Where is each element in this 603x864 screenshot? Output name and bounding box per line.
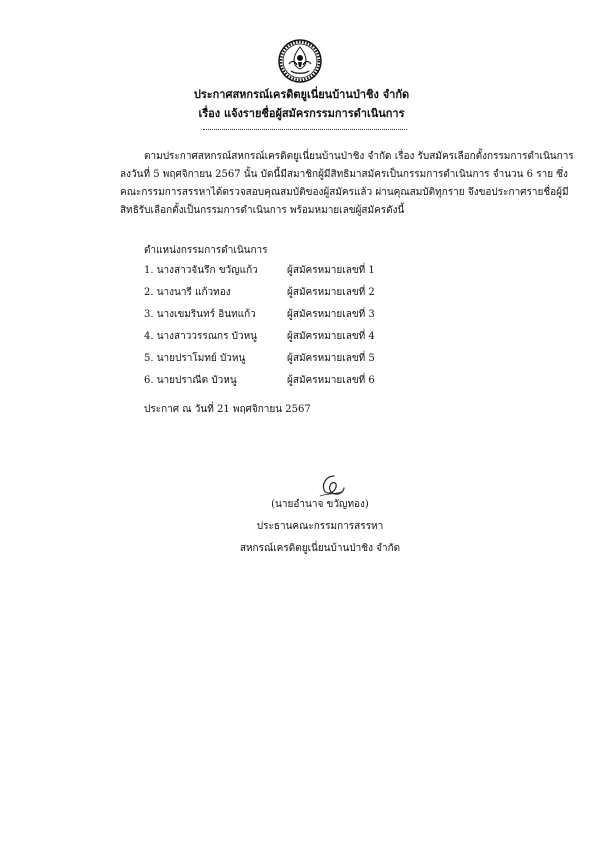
- candidate-list: [144, 264, 444, 396]
- candidate-row: [144, 286, 444, 308]
- candidate-number: ผู้สมัครหมายเลขที่ 1: [287, 265, 375, 276]
- paragraph-line: ลงวันที่ 5 พฤศจิกายน 2567 นั้น บัดนี้มีสมาชิกผู้มีสิทธิมาสมัครเป็นกรรมการดำเนินการ จำนวน 6 ราย ซึ่ง: [120, 169, 568, 180]
- signatory-organization: สหกรณ์เครดิตยูเนี่ยนบ้านป่าชิง จำกัด: [239, 543, 401, 554]
- announcement-title: ประกาศสหกรณ์เครดิตยูเนี่ยนบ้านป่าชิง จำกัด: [193, 88, 410, 101]
- paragraph-line: คณะกรรมการสรรหาได้ตรวจสอบคุณสมบัติของผู้สมัครแล้ว ผ่านคุณสมบัติทุกราย จึงขอประกาศรายชื่อผู้มี: [120, 187, 569, 198]
- announcement-subject: เรื่อง แจ้งรายชื่อผู้สมัครกรรมการดำเนินการ: [198, 107, 405, 120]
- paragraph-line: ตามประกาศสหกรณ์สหกรณ์เครดิตยูเนี่ยนบ้านป่าชิง จำกัด เรื่อง รับสมัครเลือกตั้งกรรมการดำเนินการ: [144, 151, 574, 162]
- candidate-name: 3. นางเขมรินทร์ อินทแก้ว: [144, 309, 256, 320]
- candidate-number: ผู้สมัครหมายเลขที่ 4: [287, 331, 375, 342]
- candidate-name: 6. นายปราณีต บัวหนู: [144, 375, 237, 386]
- candidate-row: [144, 308, 444, 330]
- paragraph-line: สิทธิรับเลือกตั้งเป็นกรรมการดำเนินการ พร้อมหมายเลขผู้สมัครดังนี้: [120, 205, 405, 216]
- signatory-position: ประธานคณะกรรมการสรรหา: [256, 521, 384, 532]
- announcement-paragraph: [120, 148, 574, 220]
- signatory-name: (นายอำนาจ ขวัญทอง): [271, 499, 369, 510]
- position-heading: ตำแหน่งกรรมการดำเนินการ: [144, 245, 268, 256]
- candidate-row: [144, 374, 444, 396]
- candidate-name: 4. นางสาววรรณกร บัวหนู: [144, 331, 258, 342]
- candidate-number: ผู้สมัครหมายเลขที่ 6: [287, 375, 375, 386]
- candidate-name: 2. นางนารี แก้วทอง: [144, 287, 231, 298]
- candidate-number: ผู้สมัครหมายเลขที่ 5: [287, 353, 375, 364]
- cooperative-emblem-icon: [277, 38, 323, 84]
- dotted-divider: [203, 127, 407, 130]
- announcement-date: ประกาศ ณ วันที่ 21 พฤศจิกายน 2567: [144, 404, 311, 415]
- candidate-row: [144, 264, 444, 286]
- candidate-number: ผู้สมัครหมายเลขที่ 2: [287, 287, 375, 298]
- candidate-row: [144, 352, 444, 374]
- candidate-name: 1. นางสาวจันรึก ขวัญแก้ว: [144, 265, 258, 276]
- candidate-number: ผู้สมัครหมายเลขที่ 3: [287, 309, 375, 320]
- candidate-row: [144, 330, 444, 352]
- handwritten-signature-icon: [314, 470, 350, 500]
- candidate-name: 5. นายปราโมทย์ บัวหนู: [144, 353, 246, 364]
